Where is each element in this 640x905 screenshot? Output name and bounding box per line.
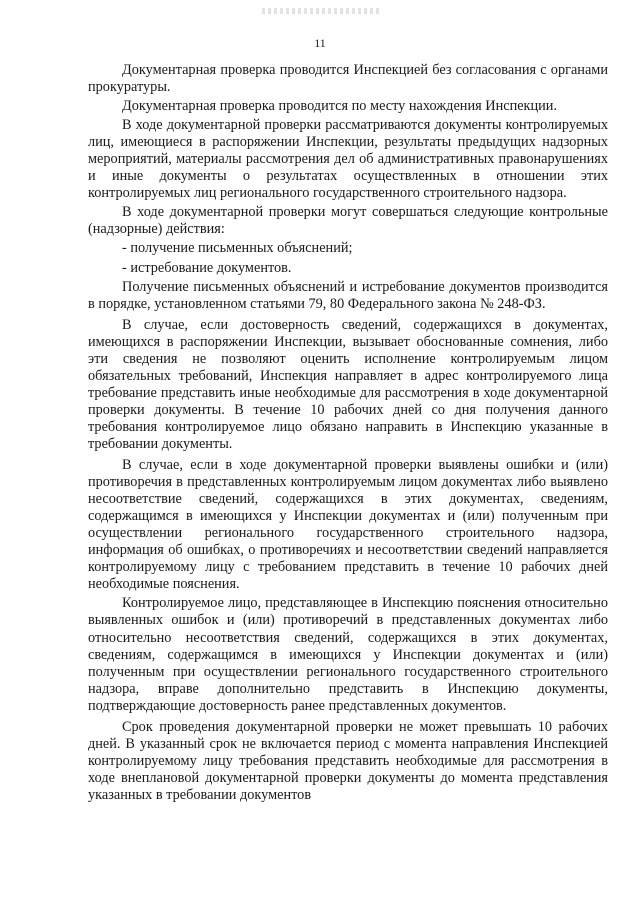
- paragraph-control-actions: В ходе документарной проверки могут совершаться следующие контрольные (надзорные) действия:: [88, 204, 608, 238]
- paragraph-no-prosecutor-approval: Документарная проверка проводится Инспекцией без согласования с органами прокуратуры.: [88, 62, 608, 96]
- paragraph-documents-reviewed: В ходе документарной проверки рассматриваются документы контролируемых лиц, имеющиеся в распоряжении Инспекции, результаты предыдущих надзорных мероприятий, материалы рассмотрения дел об административных правонарушениях и иные документы о результатах осуществленных в отношении этих контролируемых лиц регионального государственного строительного надзора.: [88, 117, 608, 202]
- scan-artifact: [262, 8, 382, 14]
- page-number: 11: [314, 36, 326, 50]
- paragraph-term: Срок проведения документарной проверки не может превышать 10 рабочих дней. В указанный срок не включается период с момента направления Инспекцией контролируемому лицу требования представить необходимые для рассмотрения в ходе внеплановой документарной проверки документы до момента представления указанных в требовании документов: [88, 718, 608, 803]
- paragraph-errors-contradictions: В случае, если в ходе документарной проверки выявлены ошибки и (или) противоречия в представленных контролируемым лицом документах либо выявлено несоответствие сведений, содержащихся в этих документах, сведениям, содержащимся в имеющихся у Инспекции документах и (или) полученным при осуществлении регионального государственного строительного надзора, информация об ошибках, о противоречиях и несоответствии сведений направляется контролируемому лицу с требованием представить в течение 10 рабочих дней необходимые пояснения.: [88, 457, 608, 593]
- list-item-explanations: - получение письменных объяснений;: [122, 240, 353, 257]
- paragraph-location: Документарная проверка проводится по месту нахождения Инспекции.: [122, 98, 558, 115]
- paragraph-reliability-doubts: В случае, если достоверность сведений, содержащихся в документах, имеющихся в распоряжении Инспекции, вызывает обоснованные сомнения, либо эти сведения не позволяют оценить исполнение контролируемым лицом обязательных требований, Инспекция направляет в адрес контролируемого лица требование представить иные необходимые для рассмотрения в ходе документарной проверки документы. В течение 10 рабочих дней со дня получения данного требования контролируемое лицо обязано направить в Инспекцию указанные в требовании документы.: [88, 316, 608, 452]
- paragraph-procedure: Получение письменных объяснений и истребование документов производится в порядке, установленном статьями 79, 80 Федерального закона № 248-ФЗ.: [88, 278, 608, 312]
- paragraph-explanations: Контролируемое лицо, представляющее в Инспекцию пояснения относительно выявленных ошибок и (или) противоречий в представленных документах либо относительно несоответствия сведений, содержащихся в этих документах, сведениям, содержащимся в имеющихся у Инспекции документах и (или) полученным при осуществлении регионального государственного строительного надзора, вправе дополнительно представить в Инспекцию документы, подтверждающие достоверность ранее представленных документов.: [88, 595, 608, 714]
- document-body: [88, 62, 608, 804]
- list-item-documents-request: - истребование документов.: [122, 259, 292, 276]
